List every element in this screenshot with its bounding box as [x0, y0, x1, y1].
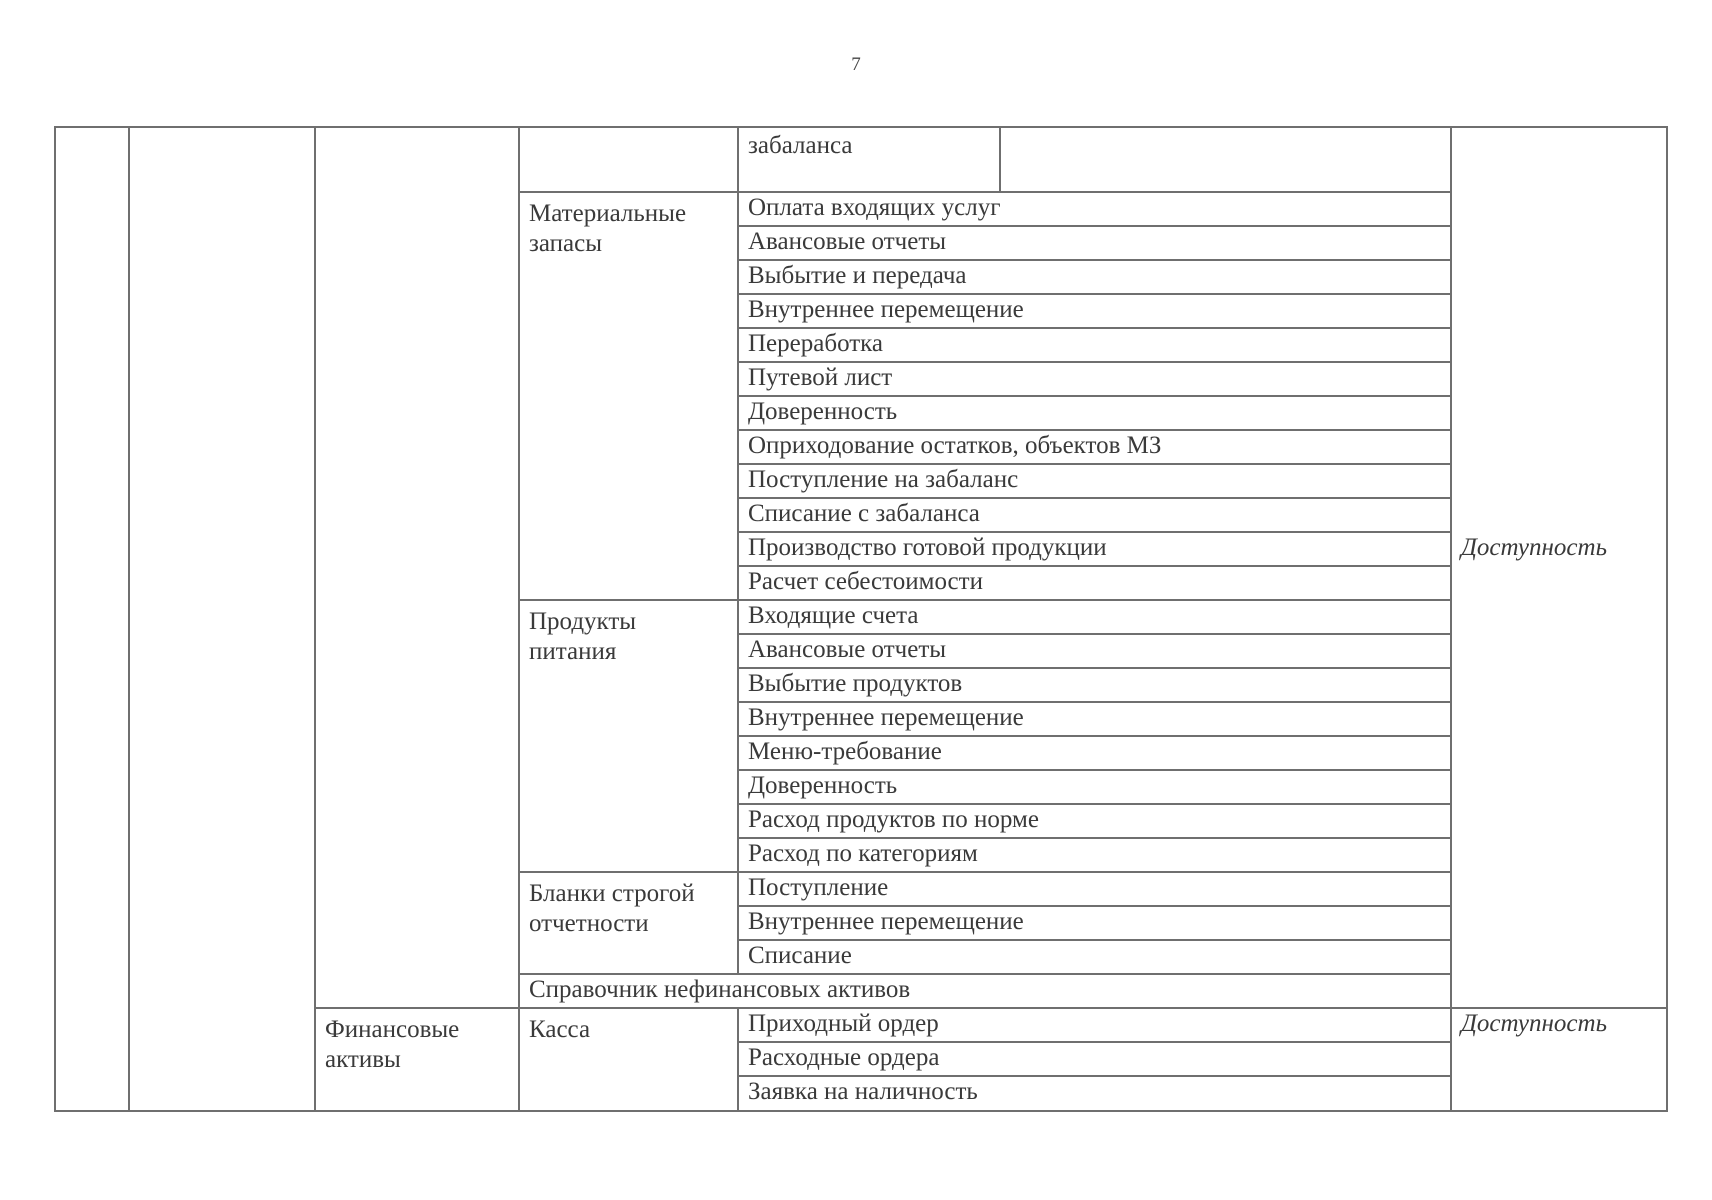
document-cell: Авансовые отчеты: [738, 634, 1451, 668]
document-cell: Списание: [738, 940, 1451, 974]
category-cell-empty: [519, 127, 738, 192]
document-cell: Оприходование остатков, объектов МЗ: [738, 430, 1451, 464]
document-cell: Внутреннее перемещение: [738, 702, 1451, 736]
category-cell: Бланки строгой отчетности: [519, 872, 738, 974]
asset-group-cell-nonfinancial: [315, 127, 519, 1008]
document-cell: Выбытие продуктов: [738, 668, 1451, 702]
category-cell: Материальные запасы: [519, 192, 738, 600]
document-cell: Внутреннее перемещение: [738, 294, 1451, 328]
document-cell: Расчет себестоимости: [738, 566, 1451, 600]
document-cell: Приходный ордер: [738, 1008, 1451, 1042]
document-cell: Списание с забаланса: [738, 498, 1451, 532]
category-cell: Касса: [519, 1008, 738, 1111]
document-cell: Авансовые отчеты: [738, 226, 1451, 260]
asset-group-cell-financial: Финансовые активы: [315, 1008, 519, 1111]
document-cell: Поступление на забаланс: [738, 464, 1451, 498]
document-cell: Расход продуктов по норме: [738, 804, 1451, 838]
property-cell: Доступность: [1451, 127, 1667, 1008]
document-cell: Расходные ордера: [738, 1042, 1451, 1076]
document-cell: Заявка на наличность: [738, 1076, 1451, 1111]
document-cell: Поступление: [738, 872, 1451, 906]
index-column-cell: [55, 127, 129, 1111]
document-cell: Доверенность: [738, 770, 1451, 804]
access-rights-table: [54, 126, 1668, 1112]
document-cell: Переработка: [738, 328, 1451, 362]
document-cell: забаланса: [738, 127, 1000, 192]
document-cell: Оплата входящих услуг: [738, 192, 1451, 226]
document-cell: Выбытие и передача: [738, 260, 1451, 294]
page-number: 7: [851, 54, 861, 75]
document-cell: Путевой лист: [738, 362, 1451, 396]
document-cell: Доверенность: [738, 396, 1451, 430]
document-cell: Меню-требование: [738, 736, 1451, 770]
category-cell: Продукты питания: [519, 600, 738, 872]
document-cell: Расход по категориям: [738, 838, 1451, 872]
directory-cell: Справочник нефинансовых активов: [519, 974, 1451, 1008]
document-cell: Внутреннее перемещение: [738, 906, 1451, 940]
document-cell: Производство готовой продукции: [738, 532, 1451, 566]
subsystem-column-cell: [129, 127, 315, 1111]
property-cell: Доступность: [1451, 1008, 1667, 1111]
document-extra-cell: [1000, 127, 1451, 192]
document-cell: Входящие счета: [738, 600, 1451, 634]
